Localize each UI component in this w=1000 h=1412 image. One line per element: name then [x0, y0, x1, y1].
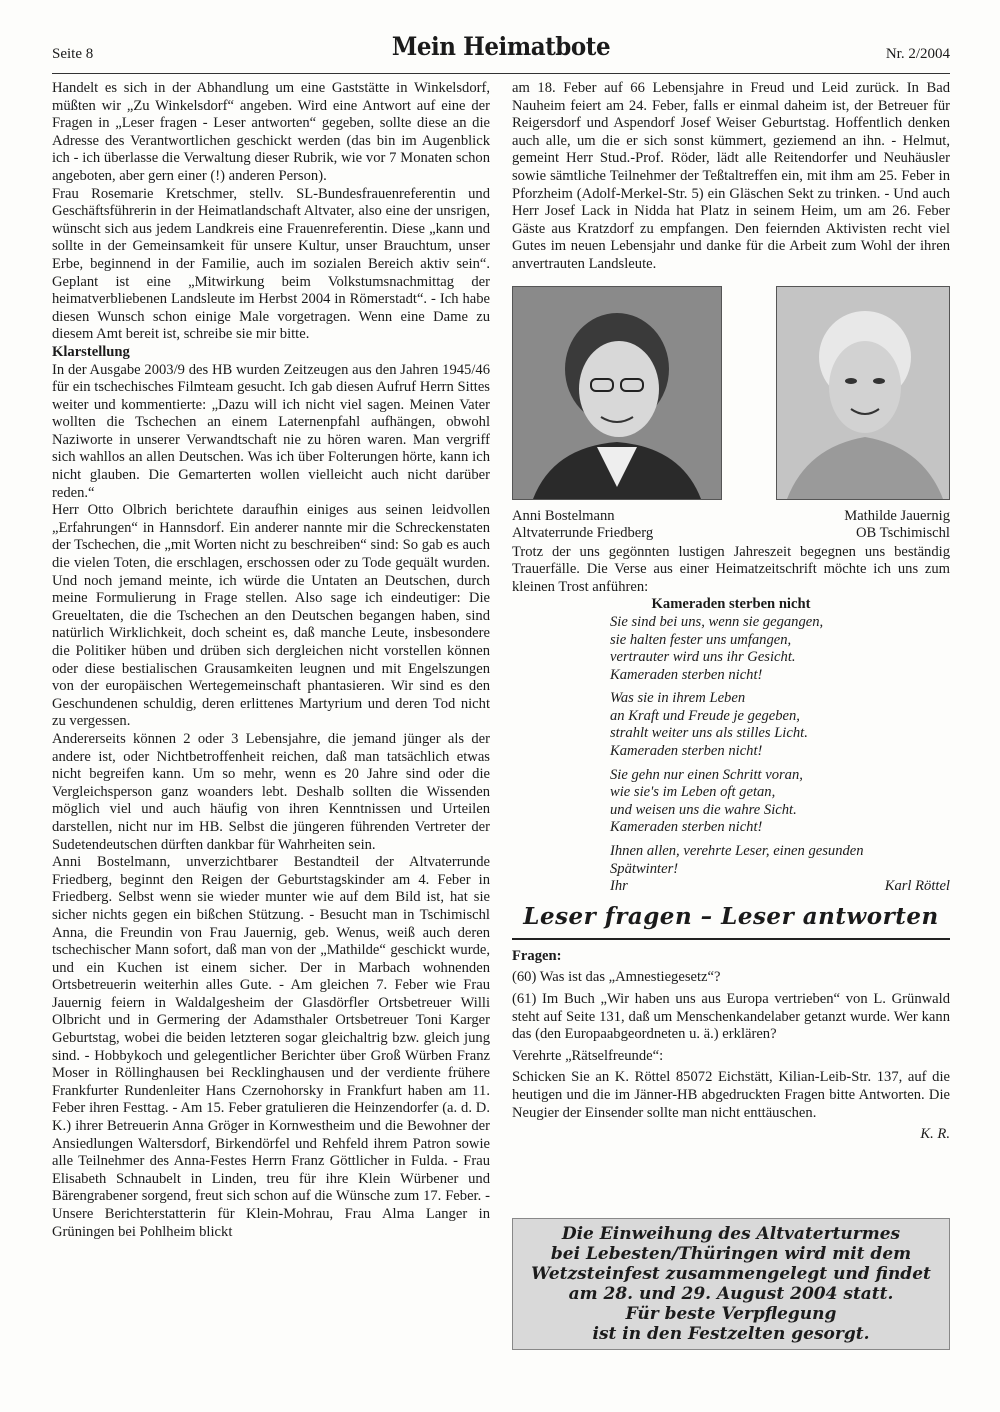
notice-line: bei Lebesten/Thüringen wird mit dem — [550, 1244, 912, 1264]
poem-line: wie sie's im Leben oft getan, — [610, 784, 776, 801]
section-rule — [512, 938, 950, 940]
raetsel-text: Schicken Sie an K. Röttel 85072 Eichstätt, Kilian-Leib-Str. 137, auf die heutigen und die im Jänner-HB abgedruckten Fragen bitte Antworten. Die Neugier der Einsender sollte man nicht enttäuschen. — [512, 1069, 950, 1121]
caption-left — [512, 508, 653, 543]
signoff-author: Karl Röttel — [884, 878, 950, 895]
signoff-line: Spätwinter! — [610, 860, 679, 877]
caption-right-name: Mathilde Jauernig — [844, 507, 950, 524]
signoff — [512, 843, 950, 896]
paragraph-olbrich: Herr Otto Olbrich berichtete daraufhin einiges aus seinen leidvollen „Erfahrungen“ in Hannsdorf. Ein anderer nannte mir die Schreckenstaten der Tschechen, die „mit Worten nicht zu beschreiben“ sind: So gab es auch die vielen Toten, die erschlagen, erschossen oder zu Tode gequält wurden. Und noch jemand meinte, ich würde die Untaten an Deutschen, durch meine Formulierung in Frage stellen. Also sage ich eindeutiger: Die Greueltaten, die die Tschechen an den Deutschen begangen haben, sind natürlich Wirklichkeit, doch scheint es, daß manche Leute, insbesondere die Politiker hüben und drüben sich dergleichen nicht vorstellen können oder diese bestialischen Grausamkeiten leugnen und mit Engelszungen von der europäischen Wertegemeinschaft phantasieren. Wir sind es den Geschundenen schuldig, deren erlittenes Martyrium und deren Tod nicht zu vergessen. — [52, 502, 490, 730]
page-number: Seite 8 — [52, 46, 94, 62]
poem-line: Kameraden sterben nicht! — [610, 819, 763, 836]
caption-left-name: Anni Bostelmann — [512, 507, 615, 524]
photo-captions — [512, 508, 950, 544]
notice-line: am 28. und 29. August 2004 statt. — [568, 1284, 894, 1304]
caption-right — [844, 508, 950, 543]
right-column — [512, 80, 950, 1148]
paragraph-frauenreferentin: Frau Rosemarie Kretschmer, stellv. SL-Bundesfrauenreferentin und Geschäftsführerin in der Heimatlandschaft Altvater, also eine der unsrigen, wünscht sich aus jedem Landkreis eine Frauenreferentin. Diese „kann und sollte in der Gemeinsamkeit für unsere Kultur, unser Brauchtum, unser Erbe, beginnend in der Familie, auch im sozialen Bereich aktiv sein“. Geplant ist eine „Mitwirkung beim Volkstumsnachmittag der heimatverbliebenen Landsleute im Herbst 2004 in Römerstadt“. - Ich habe diesen Wunsch schon einige Male vorgetragen. Wenn eine Dame zu diesem Amt bereit ist, schreibe sie mir bitte. — [52, 185, 490, 343]
notice-line: Für beste Verpflegung — [625, 1304, 837, 1324]
header-rule — [52, 73, 950, 74]
photo-row — [512, 286, 950, 508]
poem-line: an Kraft und Freude je gegeben, — [610, 707, 800, 724]
poem-line: Sie gehn nur einen Schritt voran, — [610, 766, 803, 783]
notice-box — [512, 1218, 950, 1350]
poem — [512, 614, 950, 837]
poem-line: Kameraden sterben nicht! — [610, 743, 763, 760]
section-banner — [512, 902, 950, 948]
paragraph-klarstellung: In der Ausgabe 2003/9 des HB wurden Zeitzeugen aus den Jahren 1945/46 für ein tschechisches Filmteam gesucht. Ich gab diesen Aufruf Herrn Sittes weiter und kommentierte: „Dazu will ich nicht viel sagen. Meinen Vater wollten die Tschechen an einem Laternenpfahl aufhängen, obwohl Naziworte in unserer Verwandtschaft nie zu hören waren. Man vergriff sich wahllos an allen Deutschen. Was ich über Folterungen hörte, kann ich nicht glauben. Die Gemarterten wollen vielleicht auch nicht darüber reden.“ — [52, 361, 490, 501]
paragraph-geburtstage: Anni Bostelmann, unverzichtbarer Bestandteil der Altvaterrunde Friedberg, beginnt den Reigen der Geburtstagskinder am 4. Feber in Friedberg. Selbst wenn sie wieder munter wie auf dem Bild ist, hat sie sicher nichts gegen ein bißchen Stützung. - Besucht man in Tschimischl Anna, die Freundin von Frau Jauernig, geb. Wenus, weiß auch deren tschechischer Mann sofort, daß man von der „Mathilde“ geschickt wurde, und ein Kuchen ist einem sicher. Der in Marbach wohnenden Ortsbetreuerin weiterhin alles Gute. - Am gleichen 7. Feber wie Frau Jauernig feiern in Waldalgesheim der Glasdörfler Ortsbetreuer Willi Olbricht und in Germering der Adamsthaler Ortsbetreuer Toni Karger Geburtstag, wobei die beiden letzteren sogar gleichaltrig bzw. gleich jung sind. - Hobbykoch und gelegentlicher Berichter über Groß Würben Franz Moser in Röllinghausen bei Recklinghausen und der verdiente frühere Frankfurter Rundenleiter Hans Czernohorsky in Frankfurt haben am 11. Feber ihren Festtag. - Am 15. Feber gratulieren die Heinzendorfer (a. d. D. K.) ihrer Betreuerin Anna Gröger in Kornwestheim und die Bewohner der Ansiedlungen Waltersdorf, Birkendörfel und Rehfeld ihrem Patron sowie alle Teilnehmer des Anna-Festes Herrn Franz Göttlicher in Fulda. - Frau Elisabeth Schnaubelt in Linden, treu für ihre Klein Würbener und Bärengrabener sorgend, freut sich schon auf die Wünsche zum 17. Feber. - Unsere Berichterstatterin für Klein-Mohrau, Frau Alma Langer in Grüningen bei Pohlheim blickt — [52, 854, 490, 1240]
signoff-line: Ihnen allen, verehrte Leser, einen gesunden — [610, 843, 864, 860]
poem-line: sie halten fester uns umfangen, — [610, 631, 792, 648]
left-column — [52, 80, 490, 1241]
notice-line: Wetzsteinfest zusammengelegt und findet — [531, 1264, 931, 1284]
poem-line: strahlt weiter uns als stilles Licht. — [610, 725, 808, 742]
poem-line: vertrauter wird uns ihr Gesicht. — [610, 649, 796, 666]
notice-line: ist in den Festzelten gesorgt. — [592, 1324, 870, 1344]
photo-mathilde-jauernig — [776, 286, 950, 500]
poem-line: Sie sind bei uns, wenn sie gegangen, — [610, 613, 824, 630]
question-60: (60) Was ist das „Amnestiegesetz“? — [512, 969, 721, 986]
poem-title: Kameraden sterben nicht — [651, 596, 811, 613]
photo-anni-bostelmann — [512, 286, 722, 500]
masthead-title: Mein Heimatbote — [391, 32, 611, 61]
poem-stanza — [610, 767, 950, 837]
section-title: Leser fragen – Leser antworten — [523, 902, 939, 930]
caption-left-group: Altvaterrunde Friedberg — [512, 525, 654, 542]
raetsel-signature: K. R. — [920, 1126, 950, 1143]
caption-right-group: OB Tschimischl — [856, 525, 950, 542]
question-61: (61) Im Buch „Wir haben uns aus Europa vertrieben“ von L. Grünwald steht auf Seite 131, daß um Menschenkandelaber getanzt wurde. Wer kann das (den Europaabgeordneten u. ä.) erklären? — [512, 991, 950, 1043]
paragraph-geburtstage-continued: am 18. Feber auf 66 Lebensjahre in Freud und Leid zurück. In Bad Nauheim feiert am 24. Feber, falls er einmal daheim ist, der Betreuer für Reigersdorf und Aspendorf Josef Weiser Geburtstag. Hoffentlich denken auch alle, um die er sich sonst kümmert, geziemend an ihn. - Helmut, gemeint Herr Stud.-Prof. Röder, lädt alle Reitendorfer und Neuhäusler sowie sämtliche Teilnehmer der Teßtaltreffen ein, mit ihm am 25. Feber in Pforzheim (Adolf-Merkel-Str. 5) ein Gläschen Sekt zu trinken. - Und auch Herr Josef Lack in Nidda hat Platz in seinem Heim, um am 26. Feber Gäste aus Kratzdorf zu empfangen. Den feiernden Aktivisten recht viel Gutes im neuen Lebensjahr und danke für die Arbeit zum Wohl der ihren anvertrauten Landsleute. — [512, 80, 950, 272]
page-header — [52, 30, 950, 70]
raetsel-heading: Verehrte „Rätselfreunde“: — [512, 1047, 664, 1064]
questions-heading: Fragen: — [512, 947, 562, 964]
poem-stanza — [610, 690, 950, 760]
questions-block — [512, 948, 950, 1144]
notice-line: Die Einweihung des Altvaterturmes — [561, 1224, 901, 1244]
signoff-line: Ihr — [610, 878, 628, 895]
poem-stanza — [610, 614, 950, 684]
notice-text — [531, 1224, 931, 1344]
paragraph-lebensjahre: Andererseits können 2 oder 3 Lebensjahre, die jemand jünger als der andere ist, oder Nichtbetroffenheit reichen, daß man tatsächlich etwas nicht begreifen kann. Um so mehr, wenn es 20 Jahre sind oder die Vergleichsperson ganz woanders lebt. Deshalb sollten die Wissenden möglich viel und auch häufig von ihren Kenntnissen und Urteilen darstellen, nicht nur im HB. Selbst die jüngeren führenden Vertreter der Sudetendeutschen dürften dankbar für Wahrheiten sein. — [52, 730, 490, 853]
subhead-klarstellung: Klarstellung — [52, 343, 130, 360]
poem-line: Kameraden sterben nicht! — [610, 666, 763, 683]
poem-line: Was sie in ihrem Leben — [610, 690, 746, 707]
poem-line: und weisen uns die wahre Sicht. — [610, 801, 797, 818]
paragraph-trauerfaelle: Trotz der uns gegönnten lustigen Jahreszeit begegnen uns beständig Trauerfälle. Die Verse aus einer Heimatzeitschrift möchte ich uns zum kleinen Trost anführen: — [512, 543, 950, 595]
issue-number: Nr. 2/2004 — [885, 46, 950, 62]
paragraph-winkelsdorf: Handelt es sich in der Abhandlung um eine Gaststätte in Winkelsdorf, müßten wir „Zu Winkelsdorf“ angeben. Wird eine Antwort auf eine der Fragen in „Leser fragen - Leser antworten“ gegeben, sollte diese an die Adresse des Verantwortlichen geschickt werden (das bin im Augenblick ich - ich überlasse die Verwaltung dieser Rubrik, wie vor 7 Monaten schon angeboten, aber gern einer (!) anderen Person). — [52, 80, 490, 184]
